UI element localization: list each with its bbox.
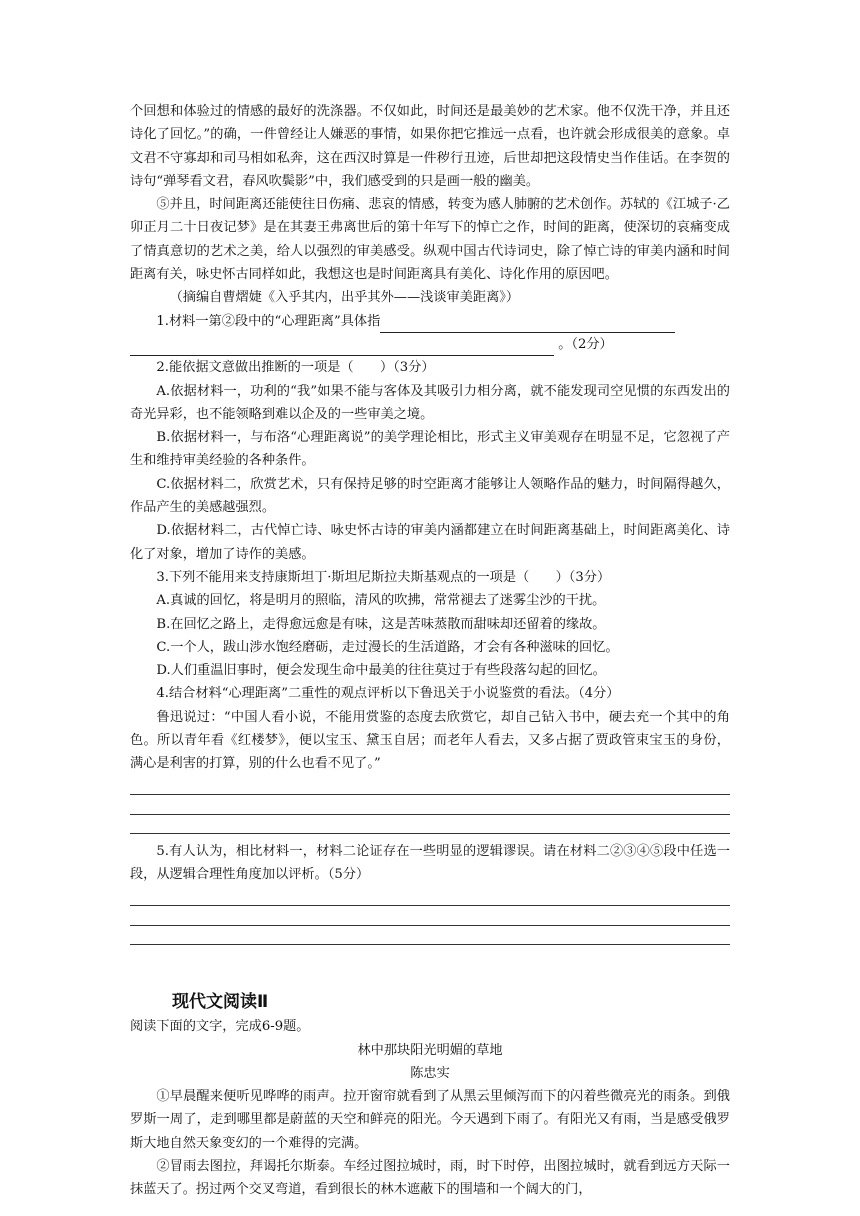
question-2-option-c: C.依据材料二，欣赏艺术，只有保持足够的时空距离才能够让人领略作品的魅力，时间隔得越久，作品产生的美感越强烈。 [130,476,730,516]
question-5-stem: 5.有人认为，相比材料一，材料二论证存在一些明显的逻辑谬误。请在材料二②③④⑤段中任选一段，从逻辑合理性角度加以评析。（5分） [130,844,730,883]
question-2-stem: 2.能依据文意做出推断的一项是（ ）（3分） [156,360,435,376]
question-4-stem: 4.结合材料“心理距离”二重性的观点评析以下鲁迅关于小说鉴赏的看法。（4分） [156,686,620,702]
question-2-option-d: D.依据材料二，古代悼亡诗、咏史怀古诗的审美内涵都建立在时间距离基础上，时间距离美化、诗化了对象，增加了诗作的美感。 [130,523,730,562]
question-4-answer-line-3[interactable] [130,815,730,835]
question-1-answer-line-a[interactable] [380,317,675,333]
article-title: 林中那块阳光明媚的草地 [357,1042,503,1058]
material-one-paragraph-continued: 个回想和体验过的情感的最好的洗涤器。不仅如此，时间还是最美妙的艺术家。他不仅洗干净，并且还诗化了回忆。”的确，一件曾经让人嫌恶的事情，如果你把它推远一点看，也许就会形成很美的意象。卓文君不守寡却和司马相如私奔，这在西汉时算是一件秽行丑迹，后世却把这段情史当作佳话。在李贺的诗句“弹琴看文君，春风吹鬓影”中，我们感受到的只是画一般的幽美。 [130,104,730,189]
section-instruction: 阅读下面的文字，完成6-9题。 [130,1019,310,1035]
material-source: （摘编自曹熠婕《入乎其内，出乎其外——浅谈审美距离》） [169,290,520,306]
question-1-prefix: 1.材料一第②段中的“心理距离”具体指 [156,313,381,329]
question-5-answer-line-1[interactable] [130,887,730,907]
question-1-suffix: 。（2分） [558,336,613,352]
question-1-line-2 [130,333,730,356]
article-paragraph-1: ①早晨醒来便听见哗哗的雨声。拉开窗帘就看到了从黑云里倾泻而下的闪着些微亮光的雨条。到俄罗斯一周了，走到哪里都是蔚蓝的天空和鲜亮的阳光。今天遇到下雨了。有阳光又有雨，当是感受俄罗斯大地自然天象变幻的一个难得的完满。 [130,1089,730,1151]
question-3-option-a: A.真诚的回忆，将是明月的照临，清风的吹拂，常常褪去了迷雾尘沙的干扰。 [156,593,606,609]
question-4-quote: 鲁迅说过：“中国人看小说，不能用赏鉴的态度去欣赏它，却自己钻入书中，硬去充一个其中的角色。所以青年看《红楼梦》，便以宝玉、黛玉自居；而老年人看去，又多占据了贾政管束宝玉的身份，满心是利害的打算，别的什么也看不见了。” [130,709,730,772]
question-4-answer-line-1[interactable] [130,776,730,796]
material-one-paragraph-5: ⑤并且，时间距离还能使往日伤痛、悲哀的情感，转变为感人肺腑的艺术创作。苏轼的《江城子·乙卯正月二十日夜记梦》是在其妻王弗离世后的第十年写下的悼亡之作，时间的距离，使深切的哀痛变成了情真意切的艺术之美，给人以强烈的审美感受。纵观中国古代诗词史，除了悼亡诗的审美内涵和时间距离有关，咏史怀古同样如此，我想这也是时间距离具有美化、诗化作用的原因吧。 [130,197,730,283]
question-1-answer-line-b[interactable] [130,340,554,356]
question-3-option-d: D.人们重温旧事时，便会发现生命中最美的往往莫过于有些段落勾起的回忆。 [156,663,606,679]
section-heading: 现代文阅读Ⅱ [172,992,269,1013]
question-3-stem: 3.下列不能用来支持康斯坦丁·斯坦尼斯拉夫斯基观点的一项是（ ）（3分） [156,569,611,585]
article-paragraph-2: ②冒雨去图拉，拜谒托尔斯泰。车经过图拉城时，雨，时下时停，出图拉城时，就看到远方天际一抹蓝天了。拐过两个交叉弯道，看到很长的林木遮蔽下的围墙和一个阔大的门， [130,1158,730,1198]
question-1 [130,310,730,333]
exam-page [130,100,730,1202]
question-2-option-b: B.依据材料一，与布洛“心理距离说”的美学理论相比，形式主义审美观存在明显不足，它忽视了产生和维持审美经验的各种条件。 [130,430,730,469]
article-author: 陈忠实 [410,1065,450,1081]
question-4-answer-line-2[interactable] [130,795,730,815]
question-2-option-a: A.依据材料一，功利的“我”如果不能与客体及其吸引力相分离，就不能发现司空见惯的东西发出的奇光异彩，也不能领略到难以企及的一些审美之境。 [130,383,730,422]
question-3-option-b: B.在回忆之路上，走得愈远愈是有味，这是苦味蒸散而甜味却还留着的缘故。 [156,616,606,632]
question-3-option-c: C.一个人，跋山涉水饱经磨砺，走过漫长的生活道路，才会有各种滋味的回忆。 [156,639,619,655]
question-5-answer-line-3[interactable] [130,926,730,946]
question-5-answer-line-2[interactable] [130,906,730,926]
